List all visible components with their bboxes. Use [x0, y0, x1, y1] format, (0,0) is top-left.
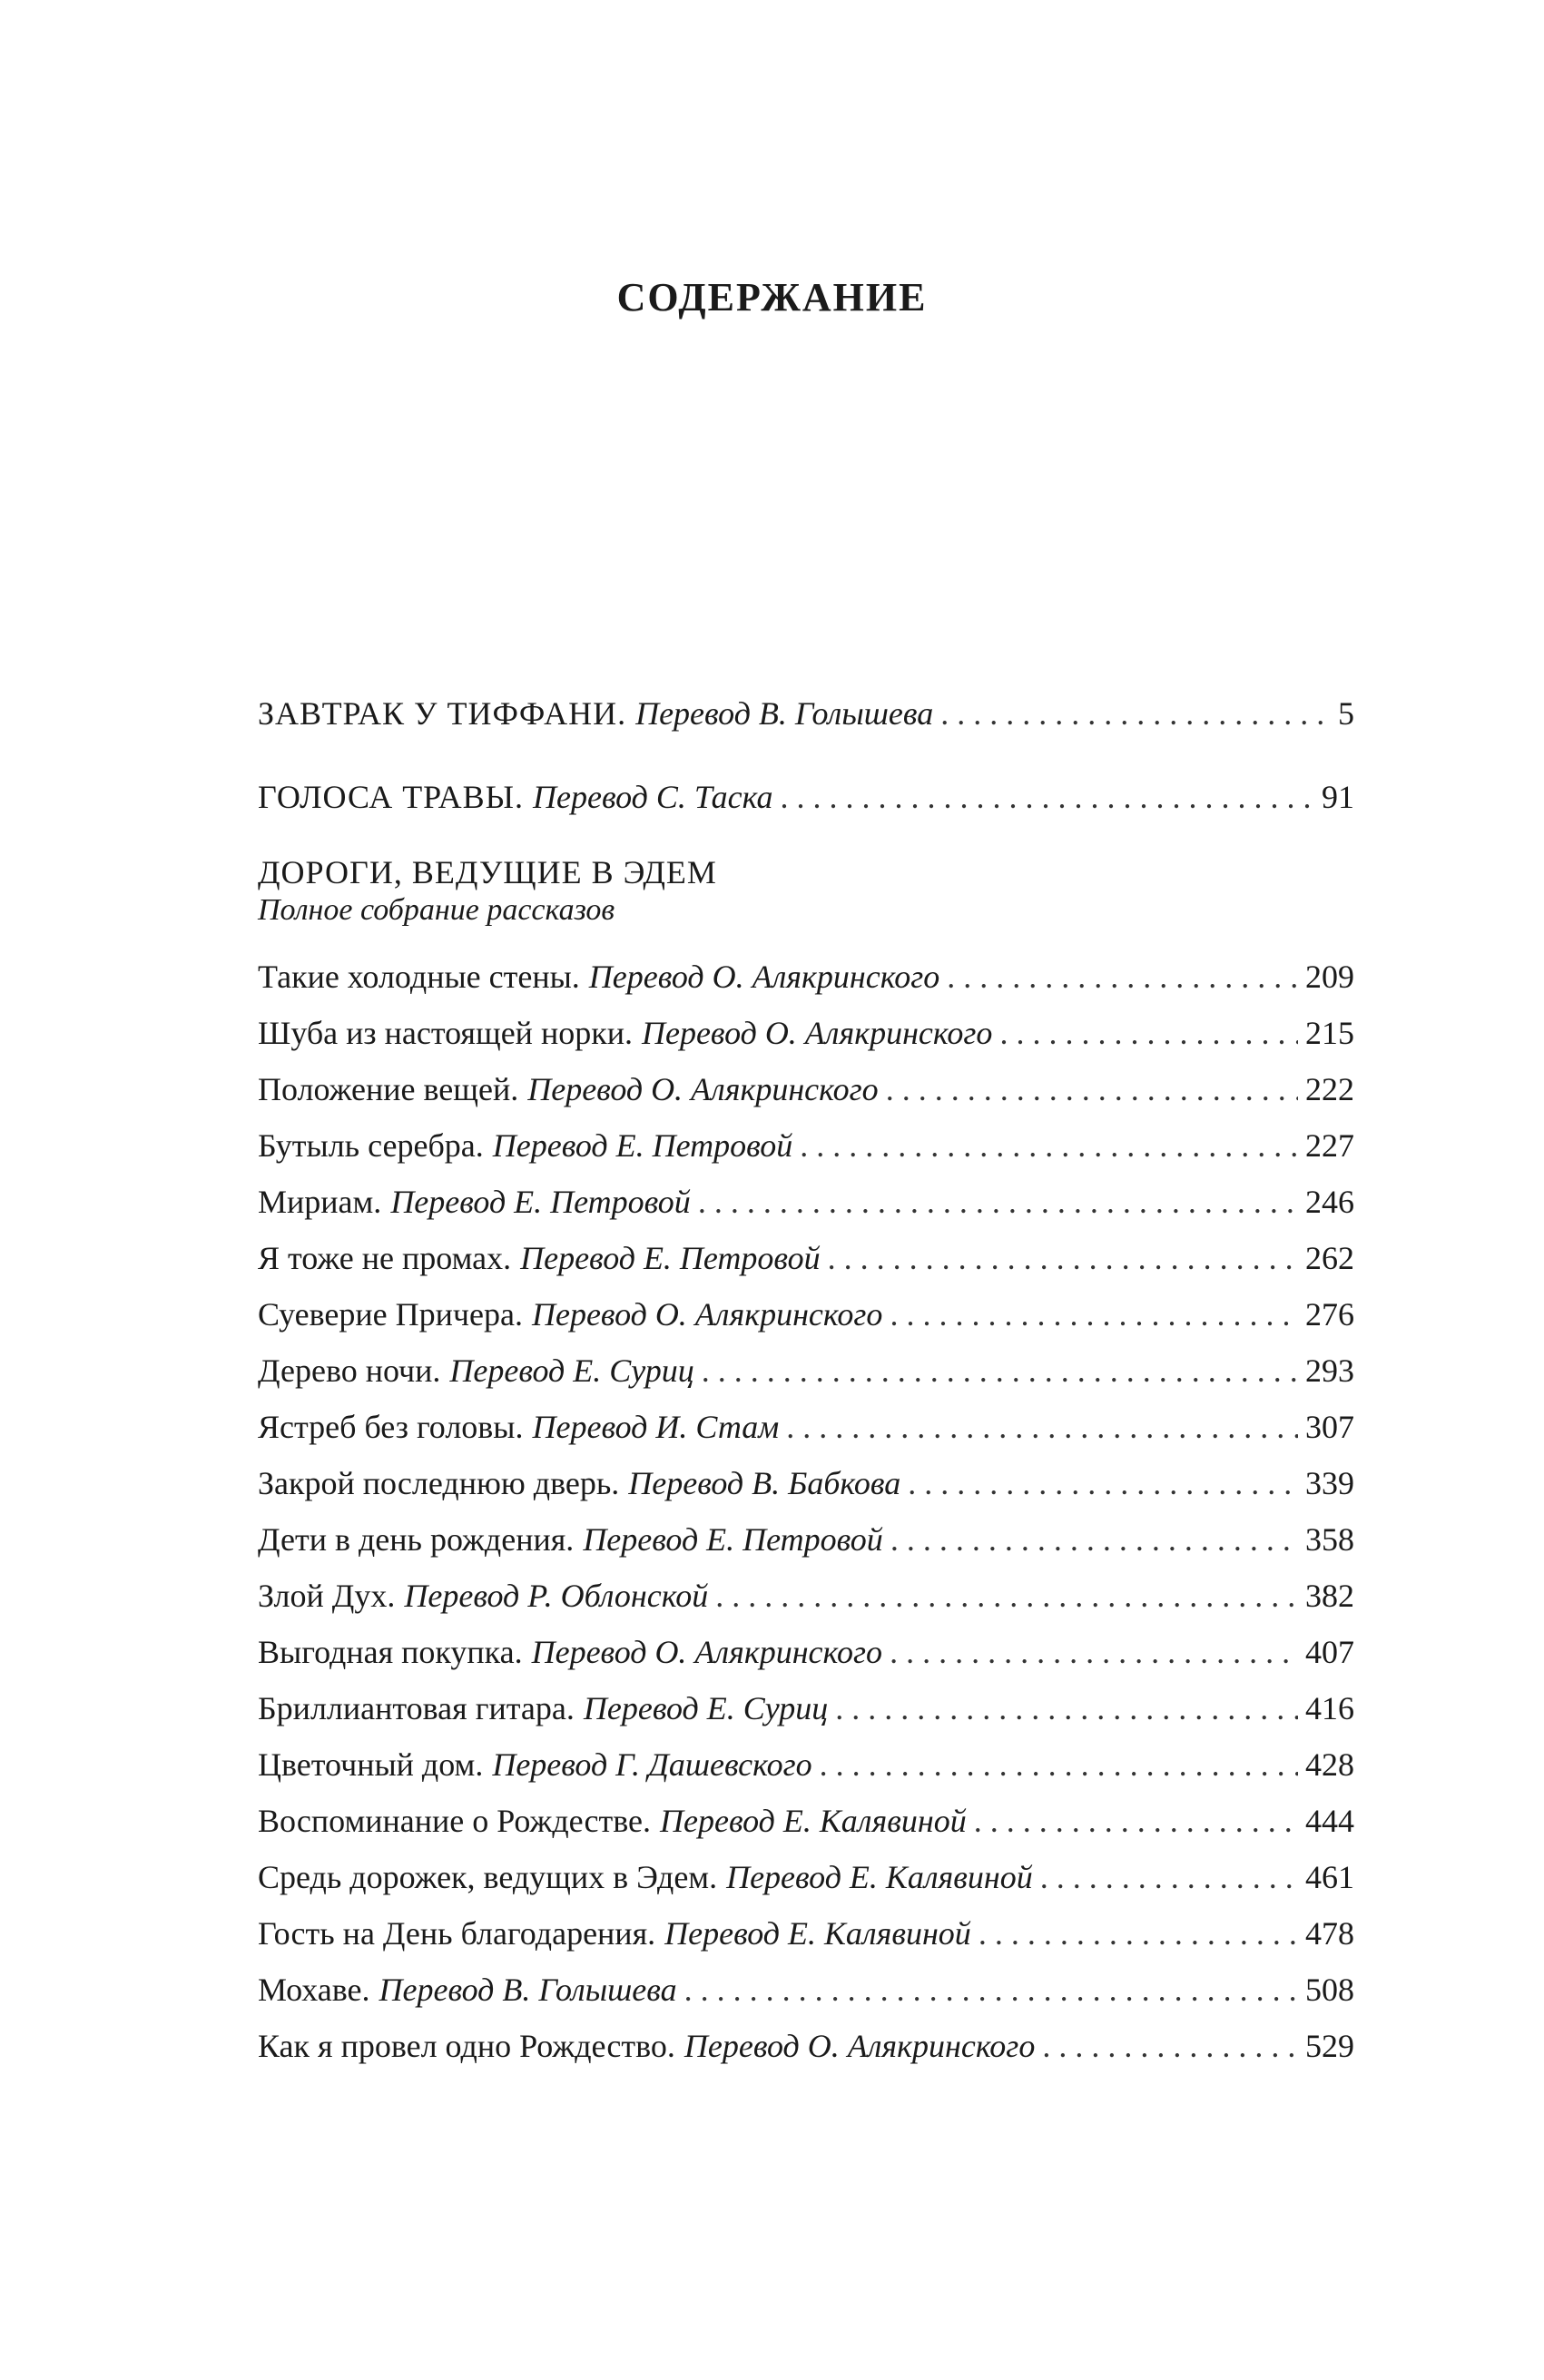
- toc-entry: [258, 1399, 1354, 1455]
- entry-translator: Перевод Г. Дашевского: [492, 1746, 812, 1783]
- entry-translator: Перевод Е. Петровой: [390, 1184, 691, 1220]
- page-title: СОДЕРЖАНИЕ: [616, 275, 928, 320]
- story-entries: [258, 949, 1354, 2074]
- entry-translator: Перевод Е. Петровой: [520, 1240, 821, 1276]
- entry-page-number: 5: [1338, 695, 1354, 732]
- entry-translator: Перевод О. Алякринского: [531, 1634, 883, 1670]
- entry-title: Как я провел одно Рождество.: [258, 2028, 675, 2064]
- entry-translator: Перевод О. Алякринского: [531, 1296, 883, 1333]
- entry-page-number: 407: [1305, 1634, 1354, 1670]
- entry-page-number: 416: [1305, 1690, 1354, 1726]
- entry-page-number: 209: [1305, 959, 1354, 995]
- entry-title: Бриллиантовая гитара.: [258, 1690, 575, 1726]
- dot-leader: [702, 1342, 1298, 1399]
- toc-entry: [258, 685, 1354, 742]
- dot-leader: [974, 1793, 1298, 1849]
- toc-entry: [258, 1736, 1354, 1793]
- dot-leader: [890, 1511, 1298, 1568]
- toc-entry: [258, 1624, 1354, 1680]
- dot-leader: [698, 1174, 1298, 1230]
- entry-page-number: 91: [1322, 779, 1354, 815]
- dot-leader: [820, 1736, 1298, 1793]
- dot-leader: [828, 1230, 1298, 1286]
- entry-translator: Перевод В. Бабкова: [628, 1465, 901, 1501]
- entry-page-number: 444: [1305, 1803, 1354, 1839]
- entry-title: Положение вещей.: [258, 1071, 519, 1107]
- entry-translator: Перевод В. Голышева: [379, 1972, 677, 2008]
- entry-page-number: 529: [1305, 2028, 1354, 2064]
- dot-leader: [979, 1905, 1298, 1962]
- toc-entry: [258, 1117, 1354, 1174]
- entry-translator: Перевод Е. Калявиной: [664, 1915, 971, 1952]
- dot-leader: [1042, 2018, 1298, 2074]
- entry-title: Злой Дух.: [258, 1578, 396, 1614]
- entry-title: Бутыль серебра.: [258, 1127, 484, 1164]
- entry-page-number: 222: [1305, 1071, 1354, 1107]
- toc-entry: [258, 1849, 1354, 1905]
- dot-leader: [800, 1117, 1298, 1174]
- toc-entry: [258, 1568, 1354, 1624]
- entry-page-number: 276: [1305, 1296, 1354, 1333]
- entry-title: Средь дорожек, ведущих в Эдем.: [258, 1859, 718, 1895]
- entry-translator: Перевод Р. Облонской: [404, 1578, 709, 1614]
- entry-translator: Перевод Е. Суриц: [449, 1352, 694, 1389]
- entry-page-number: 246: [1305, 1184, 1354, 1220]
- entry-page-number: 307: [1305, 1409, 1354, 1445]
- dot-leader: [786, 1399, 1298, 1455]
- toc-entry: [258, 1061, 1354, 1117]
- dot-leader: [940, 685, 1331, 742]
- entry-title: Цветочный дом.: [258, 1746, 484, 1783]
- entry-title: Гость на День благодарения.: [258, 1915, 656, 1952]
- dot-leader: [1040, 1849, 1298, 1905]
- entry-translator: Перевод И. Стам: [532, 1409, 780, 1445]
- entry-page-number: 227: [1305, 1127, 1354, 1164]
- entry-page-number: 262: [1305, 1240, 1354, 1276]
- entry-page-number: 478: [1305, 1915, 1354, 1952]
- dot-leader: [835, 1680, 1298, 1736]
- dot-leader: [890, 1624, 1298, 1680]
- entry-title: Шуба из настоящей норки.: [258, 1015, 633, 1051]
- entry-translator: Перевод О. Алякринского: [683, 2028, 1036, 2064]
- dot-leader: [715, 1568, 1298, 1624]
- entry-title: Суеверие Причера.: [258, 1296, 523, 1333]
- toc-entry: [258, 769, 1354, 825]
- toc-entry: [258, 949, 1354, 1005]
- entry-title: Мохаве.: [258, 1972, 370, 2008]
- entry-title: Мириам.: [258, 1184, 382, 1220]
- entry-translator: Перевод О. Алякринского: [588, 959, 940, 995]
- entry-translator: Перевод О. Алякринского: [641, 1015, 993, 1051]
- entry-page-number: 428: [1305, 1746, 1354, 1783]
- entry-translator: Перевод Е. Петровой: [492, 1127, 793, 1164]
- entry-title: Ястреб без головы.: [258, 1409, 524, 1445]
- entry-translator: Перевод Е. Калявиной: [726, 1859, 1033, 1895]
- entry-translator: Перевод Е. Петровой: [583, 1521, 883, 1558]
- toc-entry: [258, 1680, 1354, 1736]
- toc-entry: [258, 1174, 1354, 1230]
- dot-leader: [684, 1962, 1298, 2018]
- dot-leader: [886, 1061, 1298, 1117]
- dot-leader: [999, 1005, 1298, 1061]
- toc-entry: [258, 2018, 1354, 2074]
- toc-entry: [258, 1286, 1354, 1342]
- section-title: ДОРОГИ, ВЕДУЩИЕ В ЭДЕМ: [258, 854, 717, 890]
- toc-entry: [258, 1905, 1354, 1962]
- entry-title: Закрой последнюю дверь.: [258, 1465, 620, 1501]
- entry-page-number: 508: [1305, 1972, 1354, 2008]
- toc-entry: [258, 1511, 1354, 1568]
- entry-translator: Перевод С. Таска: [533, 779, 773, 815]
- entry-title: Воспоминание о Рождестве.: [258, 1803, 652, 1839]
- entry-title: Я тоже не промах.: [258, 1240, 512, 1276]
- dot-leader: [908, 1455, 1298, 1511]
- toc-entry: [258, 1342, 1354, 1399]
- entry-page-number: 461: [1305, 1859, 1354, 1895]
- entry-translator: Перевод О. Алякринского: [527, 1071, 879, 1107]
- dot-leader: [890, 1286, 1298, 1342]
- table-of-contents: [258, 685, 1354, 2074]
- entry-title: Выгодная покупка.: [258, 1634, 523, 1670]
- entry-title: Дерево ночи.: [258, 1352, 441, 1389]
- entry-title: ЗАВТРАК У ТИФФАНИ.: [258, 695, 627, 732]
- entry-page-number: 293: [1305, 1352, 1354, 1389]
- entry-page-number: 358: [1305, 1521, 1354, 1558]
- toc-entry: [258, 1455, 1354, 1511]
- major-entries: [258, 685, 1354, 825]
- toc-entry: [258, 1962, 1354, 2018]
- section-subtitle: Полное собрание рассказов: [258, 893, 615, 927]
- dot-leader: [781, 769, 1314, 825]
- entry-page-number: 339: [1305, 1465, 1354, 1501]
- entry-page-number: 215: [1305, 1015, 1354, 1051]
- entry-title: Такие холодные стены.: [258, 959, 580, 995]
- toc-entry: [258, 1793, 1354, 1849]
- entry-title: Дети в день рождения.: [258, 1521, 575, 1558]
- entry-translator: Перевод В. Голышева: [635, 695, 934, 732]
- toc-entry: [258, 1005, 1354, 1061]
- dot-leader: [947, 949, 1298, 1005]
- entry-translator: Перевод Е. Суриц: [583, 1690, 829, 1726]
- toc-entry: [258, 1230, 1354, 1286]
- entry-title: ГОЛОСА ТРАВЫ.: [258, 779, 525, 815]
- section-header: [258, 852, 1354, 929]
- entry-page-number: 382: [1305, 1578, 1354, 1614]
- entry-translator: Перевод Е. Калявиной: [660, 1803, 967, 1839]
